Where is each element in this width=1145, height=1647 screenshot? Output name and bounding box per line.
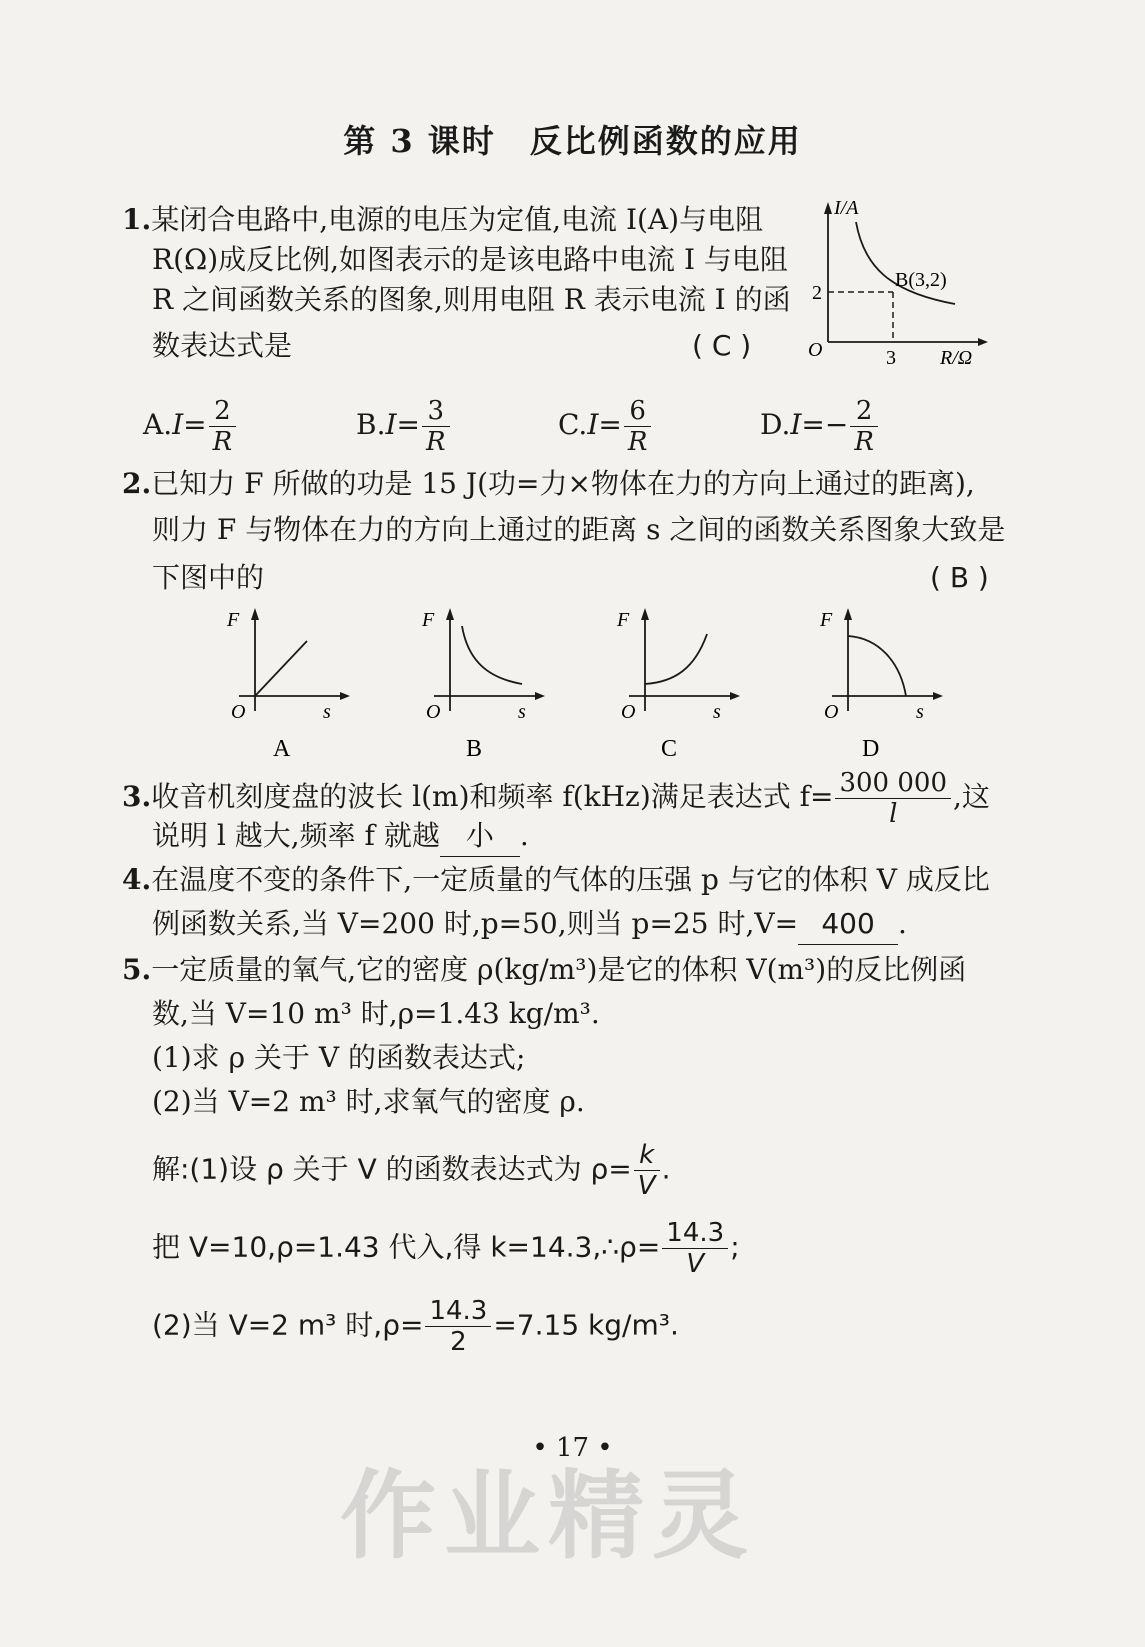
q2-graph-d-y: F	[820, 609, 833, 631]
q1-graph-point: B(3,2)	[895, 269, 947, 291]
q5-solution-3: (2)当 V=2 m³ 时,ρ= $\frac{14.3}{2}$ =7.15 kg/m³.	[152, 1296, 679, 1357]
q2-graph-c-o: O	[621, 701, 636, 723]
q5-sub2: (2)当 V=2 m³ 时,求氧气的密度 ρ.	[152, 1085, 585, 1118]
q2-graph-b-label: B	[466, 736, 483, 762]
q1-graph-ytick: 2	[812, 282, 822, 304]
q3-line1: 3.收音机刻度盘的波长 l(m)和频率 f(kHz)满足表达式 f= $\frac{300 000}{l}$ ,这	[122, 768, 990, 829]
q1-option-c: C.I= $\frac{6}{R}$	[558, 396, 653, 457]
q5-solution-2: 把 V=10,ρ=1.43 代入,得 k=14.3,∴ρ= $\frac{14.3}{V}$ ;	[152, 1218, 740, 1279]
q4-line1: 4.在温度不变的条件下,一定质量的气体的压强 p 与它的体积 V 成反比	[122, 863, 990, 896]
q1-answer: ( C )	[692, 329, 752, 362]
q1-line1: 1.某闭合电路中,电源的电压为定值,电流 I(A)与电阻	[122, 203, 764, 236]
q2-graph-a	[225, 606, 355, 766]
q2-graph-c-label: C	[661, 736, 678, 762]
q2-graph-c	[615, 606, 745, 766]
q2-graph-a-o: O	[231, 701, 246, 723]
q2-graph-b	[420, 606, 550, 766]
q2-graph-b-x: s	[518, 701, 526, 723]
q2-graph-a-y: F	[227, 609, 240, 631]
q3-line2: 说明 l 越大,频率 f 就越 小 .	[152, 816, 529, 857]
q1-option-b: B.I= $\frac{3}{R}$	[356, 396, 452, 457]
q1-graph-origin: O	[808, 339, 823, 361]
page-number: • 17 •	[532, 1433, 613, 1463]
q1-option-a: A.I= $\frac{2}{R}$	[143, 396, 238, 457]
q2-graph-a-x: s	[323, 701, 331, 723]
q5-line2: 数,当 V=10 m³ 时,ρ=1.43 kg/m³.	[152, 997, 600, 1030]
q2-graph-c-y: F	[617, 609, 630, 631]
q3-blank: 小	[440, 816, 520, 857]
q2-line3: 下图中的	[152, 561, 265, 594]
q1-option-d: D.I=− $\frac{2}{R}$	[760, 396, 880, 457]
q2-graph-d-label: D	[862, 736, 880, 762]
q5-line1: 5.一定质量的氧气,它的密度 ρ(kg/m³)是它的体积 V(m³)的反比例函	[122, 953, 967, 986]
q1-line3: R 之间函数关系的图象,则用电阻 R 表示电流 I 的函	[152, 283, 791, 316]
q2-graph-b-o: O	[426, 701, 441, 723]
q1-graph-xlabel: R/Ω	[940, 347, 973, 369]
q1-graph-ylabel: I/A	[834, 197, 859, 219]
q2-answer: ( B )	[930, 561, 989, 594]
q2-graph-a-label: A	[273, 736, 291, 762]
q1-graph-xtick: 3	[886, 347, 896, 369]
q2-graph-d-x: s	[916, 701, 924, 723]
q5-solution-1: 解:(1)设 ρ 关于 V 的函数表达式为 ρ= $\frac{k}{V}$ .	[152, 1140, 671, 1201]
q5-sub1: (1)求 ρ 关于 V 的函数表达式;	[152, 1041, 526, 1074]
watermark: 作业精灵	[340, 1460, 756, 1572]
q2-graph-d	[818, 606, 948, 766]
q2-graph-d-o: O	[824, 701, 839, 723]
q1-graph	[800, 192, 1000, 372]
q4-line2: 例函数关系,当 V=200 时,p=50,则当 p=25 时,V= 400 .	[152, 904, 907, 945]
q2-graph-b-y: F	[422, 609, 435, 631]
q1-line2: R(Ω)成反比例,如图表示的是该电路中电流 I 与电阻	[152, 243, 788, 276]
page-title: 第 3 课时 反比例函数的应用	[343, 122, 802, 160]
q1-line4: 数表达式是	[152, 329, 293, 362]
q2-line2: 则力 F 与物体在力的方向上通过的距离 s 之间的函数关系图象大致是	[152, 513, 1006, 546]
q2-line1: 2.已知力 F 所做的功是 15 J(功=力×物体在力的方向上通过的距离),	[122, 467, 975, 500]
q2-graph-c-x: s	[713, 701, 721, 723]
q4-blank: 400	[798, 904, 898, 945]
